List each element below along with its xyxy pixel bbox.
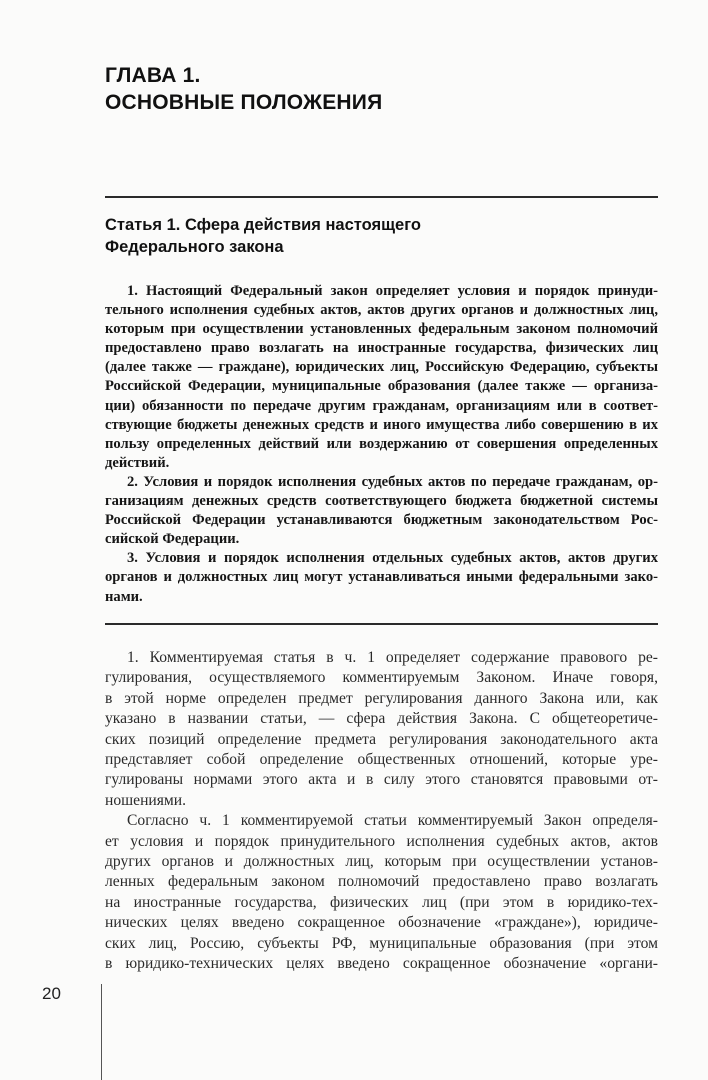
chapter-heading (105, 62, 382, 116)
text-line: Российской Федерации устанавливаются бюджетным законодательством Рос- (105, 512, 658, 529)
law-paragraph-3 (105, 549, 658, 606)
law-text (105, 282, 658, 607)
text-line: органов и должностных лиц могут устанавливаться иными федеральными зако- (105, 569, 658, 586)
text-line: 1. Комментируемая статья в ч. 1 определяет содержание правового ре- (127, 649, 658, 666)
commentary-paragraph-1 (105, 648, 658, 811)
text-line: 3. Условия и порядок исполнения отдельных судебных актов, актов других (127, 550, 658, 567)
text-line: ношениями. (105, 791, 187, 809)
article-heading (105, 214, 421, 258)
text-line: ции) обязанности по передаче другим гражданам, организациям или в соответ- (105, 397, 658, 414)
law-paragraph-1 (105, 282, 658, 473)
text-line: в этой норме определен предмет регулирования данного Закона или, как (105, 689, 658, 707)
text-line: ских позиций определение предмета регулирования законодательного акта (105, 730, 658, 748)
text-line: Российской Федерации, муниципальные образования (далее также — организа- (105, 378, 658, 395)
article-title-line: Статья 1. Сфера действия настоящего (105, 216, 421, 234)
text-line: на иностранные государства, физических лиц (при этом в юридико-тех- (105, 893, 658, 911)
text-line: гулированы нормами этого акта и в силу этого становятся правовыми от- (105, 771, 658, 789)
text-line: ет условия и порядок принудительного исполнения судебных актов, актов (105, 832, 658, 850)
article-title-line: Федерального закона (105, 238, 284, 256)
chapter-title: ОСНОВНЫЕ ПОЛОЖЕНИЯ (105, 91, 383, 114)
commentary-paragraph-2 (105, 811, 658, 974)
text-line: которым при осуществлении установленных федеральным законом полномочий (105, 321, 658, 338)
text-line: предоставлено право возлагать на иностранные государства, физических лиц (105, 340, 658, 357)
text-line: других органов и должностных лиц, которым при осуществлении установ- (105, 853, 658, 871)
text-line: Согласно ч. 1 комментируемой статьи комментируемый Закон определя- (127, 812, 658, 830)
text-line: 2. Условия и порядок исполнения судебных актов по передаче гражданам, ор- (127, 473, 658, 490)
text-line: ганизациям денежных средств соответствующего бюджета бюджетной системы (105, 493, 658, 510)
text-line: представляет собой определение общественных отношений, которые уре- (105, 751, 658, 769)
chapter-label: ГЛАВА 1. (105, 64, 201, 87)
text-line: нами. (105, 588, 143, 605)
text-line: ленных федеральным законом полномочий предоставлено право возлагать (105, 873, 658, 891)
text-line: в юридико-технических целях введено сокращенное обозначение «органи- (105, 955, 658, 973)
text-line: сийской Федерации. (105, 531, 240, 548)
law-paragraph-2 (105, 473, 658, 549)
divider-top (105, 196, 658, 198)
text-line: указано в названии статьи, — сфера действия Закона. С общетеоретиче- (105, 710, 658, 728)
divider-bottom (105, 623, 658, 625)
text-line: пользу определенных действий или воздержанию от совершения определенных (105, 435, 658, 452)
text-line: гулирования, осуществляемого комментируемым Законом. Иначе говоря, (105, 669, 658, 687)
page-number: 20 (42, 984, 61, 1003)
commentary-text (105, 648, 658, 975)
text-line: ских лиц, Россию, субъекты РФ, муниципальные образования (при этом (105, 934, 658, 952)
text-line: действий. (105, 454, 170, 471)
text-line: 1. Настоящий Федеральный закон определяет условия и порядок принуди- (127, 283, 658, 299)
margin-rule (101, 984, 102, 1080)
text-line: нических целях введено сокращенное обозначение «граждане»), юридиче- (105, 914, 658, 932)
text-line: ствующие бюджеты денежных средств и иного имущества либо совершению в их (105, 416, 658, 433)
text-line: тельного исполнения судебных актов, актов других органов и должностных лиц, (105, 302, 658, 319)
text-line: (далее также — граждане), юридических лиц, Российскую Федерацию, субъекты (105, 359, 658, 376)
